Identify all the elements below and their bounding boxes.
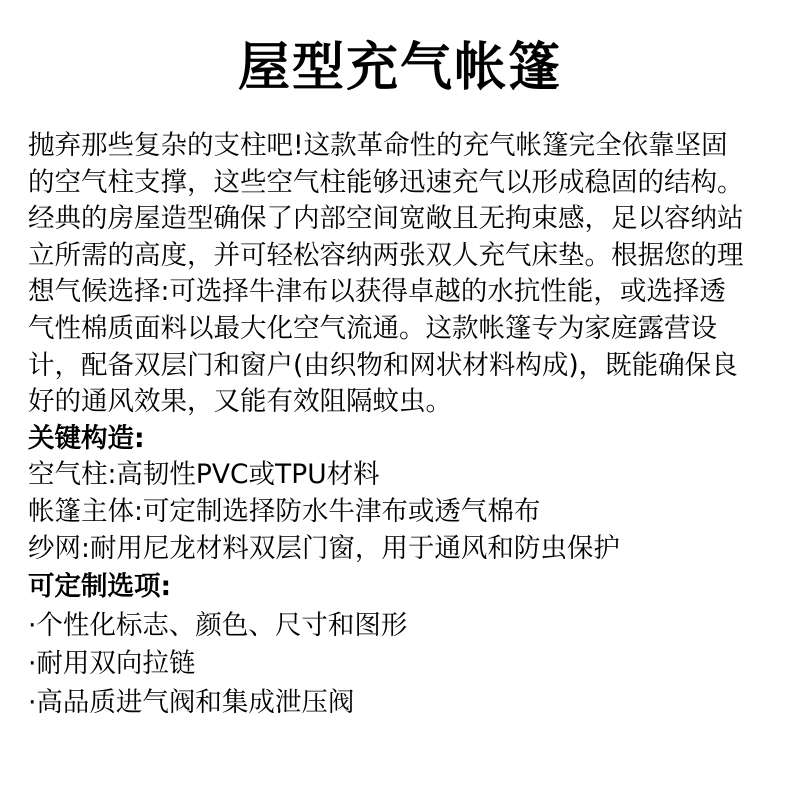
construction-heading: 关键构造: [28, 422, 145, 454]
description-line: 的空气柱支撑，这些空气柱能够迅速充气以形成稳固的结构。 [28, 166, 744, 198]
description-line: 好的通风效果，又能有效阻隔蚊虫。 [28, 386, 452, 418]
document-body [28, 128, 788, 722]
description-line: 计，配备双层门和窗户(由织物和网状材料构成)，既能确保良 [28, 349, 738, 381]
option-item: ·高品质进气阀和集成泄压阀 [28, 686, 355, 718]
construction-item: 纱网:耐用尼龙材料双层门窗，用于通风和防虫保护 [28, 532, 620, 564]
construction-item: 空气柱:高韧性PVC或TPU材料 [28, 459, 380, 491]
description-line: 立所需的高度，并可轻松容纳两张双人充气床垫。根据您的理 [28, 239, 744, 271]
description-line: 抛弃那些复杂的支柱吧!这款革命性的充气帐篷完全依靠坚固 [28, 130, 728, 161]
description-line: 经典的房屋造型确保了内部空间宽敞且无拘束感，足以容纳站 [28, 203, 744, 235]
description-line: 气性棉质面料以最大化空气流通。这款帐篷专为家庭露营设 [28, 312, 717, 344]
option-item: ·个性化标志、颜色、尺寸和图形 [28, 609, 408, 641]
description-paragraph [28, 128, 788, 421]
construction-item: 帐篷主体:可定制选择防水牛津布或透气棉布 [28, 495, 541, 527]
options-heading: 可定制选项: [28, 571, 172, 603]
page-title: 屋型充气帐篷 [237, 38, 562, 98]
description-line: 想气候选择:可选择牛津布以获得卓越的水抗性能，或选择透 [28, 276, 726, 308]
option-item: ·耐用双向拉链 [28, 648, 196, 680]
